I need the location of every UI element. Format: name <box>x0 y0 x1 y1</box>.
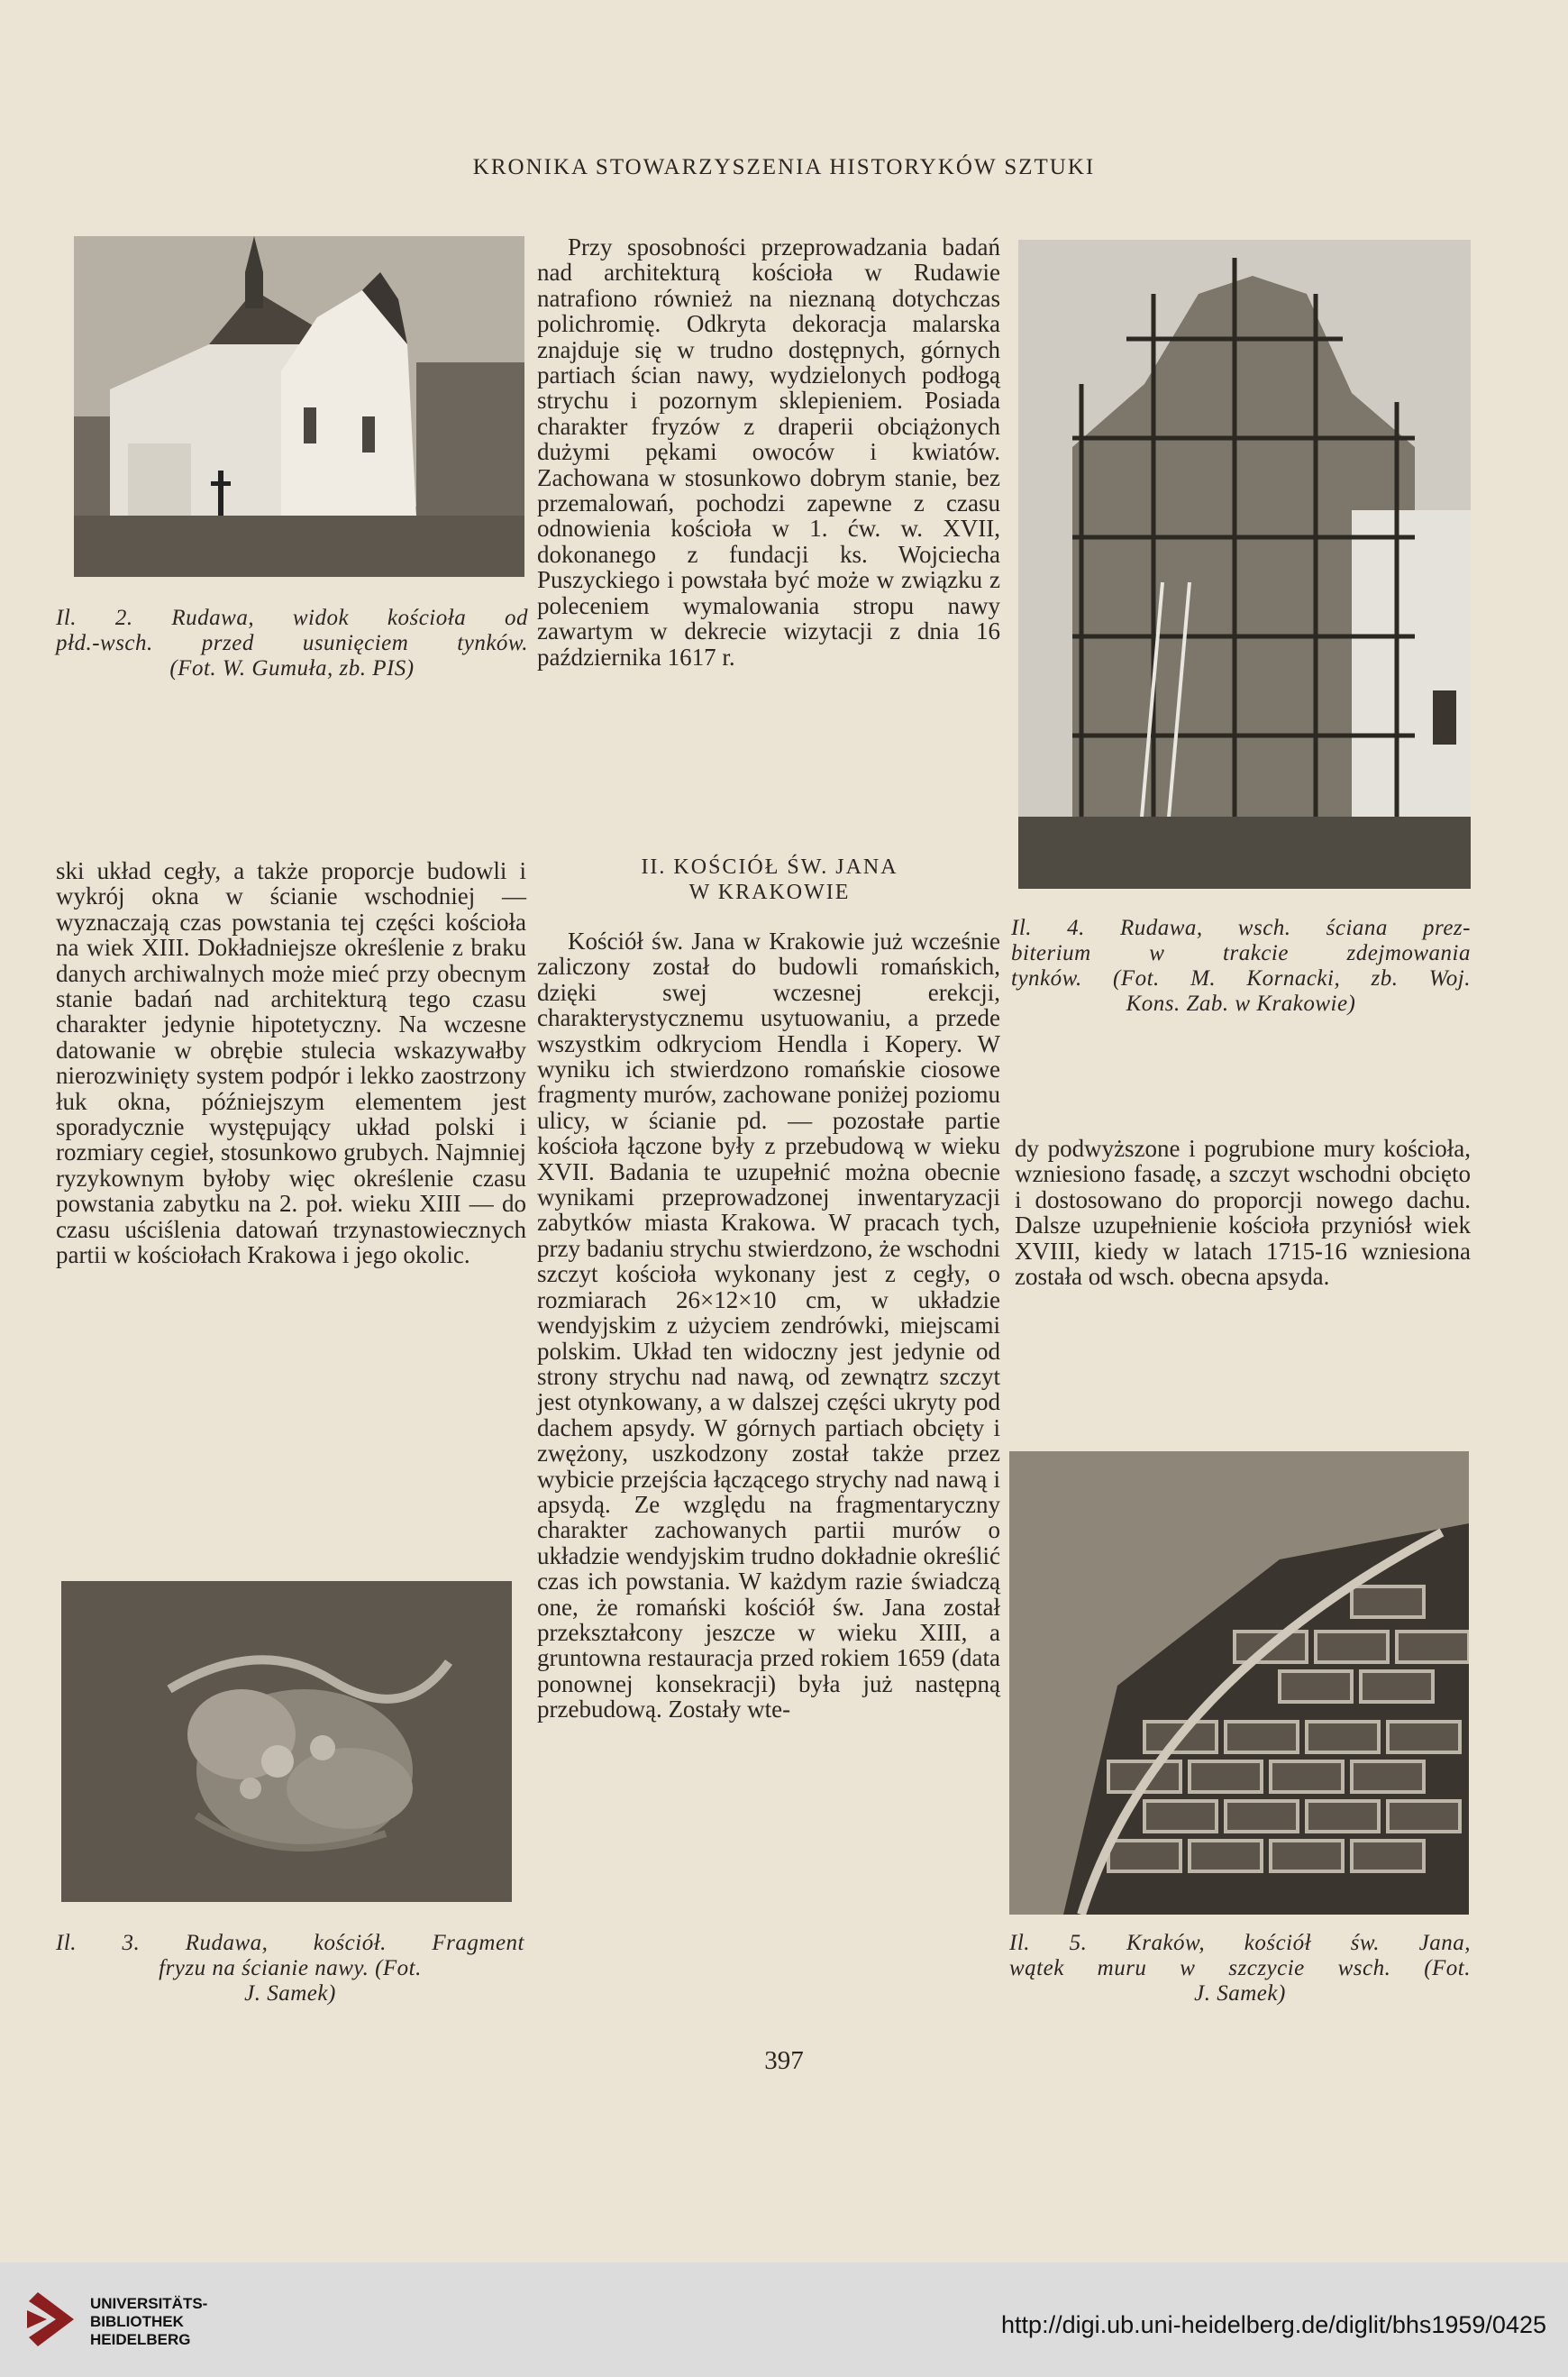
left-column-text <box>56 858 526 1268</box>
caption-fig5 <box>1009 1931 1471 2007</box>
section-heading-line1: II. KOŚCIÓŁ ŚW. JANA <box>641 855 898 879</box>
right-column-text <box>1015 1136 1471 1289</box>
photo-brick-wall <box>1009 1451 1469 1915</box>
caption-fig4-line2: biterium w trakcie zdejmowania <box>1011 941 1471 965</box>
section-heading <box>541 855 998 905</box>
section-heading-line2: W KRAKOWIE <box>688 881 851 904</box>
caption-fig4-line4: Kons. Zab. w Krakowie) <box>1126 992 1356 1016</box>
caption-fig5-line2: wątek muru w szczycie wsch. (Fot. <box>1009 1956 1471 1980</box>
caption-fig2-line3: (Fot. W. Gumuła, zb. PIS) <box>169 656 415 681</box>
caption-fig4-line3: tynków. (Fot. M. Kornacki, zb. Woj. <box>1011 966 1471 991</box>
page-number: 397 <box>764 2046 804 2075</box>
running-head: KRONIKA STOWARZYSZENIA HISTORYKÓW SZTUKI <box>472 155 1096 179</box>
caption-fig2 <box>56 606 528 681</box>
photo-scaffolding-wall <box>1018 240 1471 889</box>
middle-column-bottom-text <box>537 928 1000 1723</box>
caption-fig4-line1: Il. 4. Rudawa, wsch. ściana prez- <box>1011 916 1471 940</box>
caption-fig5-line1: Il. 5. Kraków, kościół św. Jana, <box>1009 1931 1471 1955</box>
middle-bottom-paragraph: Kościół św. Jana w Krakowie już wcześnie zaliczony został do budowli romańskich, dzięki swej wczesnej erekcji, charakterystycznemu usytuowaniu, a przede wszystkim odkryciom Hendla i Kopery. W wyniku ich stwierdzono romańskie ciosowe fragmenty murów, zachowane poniżej poziomu ulicy, w ścianie pd. — pozostałe partie kościoła łączone były z przebudową w wieku XVII. Badania te uzupełnić można obecnie wynikami przeprowadzonej inwentaryzacji zabytków miasta Krakowa. W pracach tych, przy badaniu strychu stwierdzono, że wschodni szczyt kościoła wykonany jest z cegły, o rozmiarach 26×12×10 cm, w układzie wendyjskim z użyciem zendrówki, miejscami polskim. Układ ten widoczny jest jedynie od strony strychu nad nawą, od zewnątrz szczyt jest otynkowany, a w dalszej części ukryty pod dachem apsydy. W górnych partiach obcięty i zwężony, uszkodzony został także przez wybicie przejścia łączącego strychy nad nawą i apsydą. Ze względu na fragmentaryczny charakter zachowanych partii murów o układzie wendyjskim trudno dokładnie określić czas ich powstania. W każdym razie świadczą one, że romański kościół św. Jana został przekształcony jeszcze w wieku XIII, a gruntowna restauracja przed rokiem 1659 (data ponownej konsekracji) była już następną przebudową. Zostały wte- <box>537 928 1000 1723</box>
caption-fig3 <box>56 1931 524 2007</box>
middle-column-top-text <box>537 234 1000 670</box>
caption-fig4 <box>1011 916 1471 1017</box>
photo-fresco-fragment <box>61 1581 512 1902</box>
library-name-line1: UNIVERSITÄTS- <box>90 2295 208 2312</box>
library-name <box>90 2295 207 2349</box>
library-name-line2: BIBLIOTHEK <box>90 2313 184 2330</box>
source-url-link[interactable]: http://digi.ub.uni-heidelberg.de/diglit/bhs1959/0425 <box>1001 2311 1546 2338</box>
caption-fig3-line3: J. Samek) <box>244 1981 336 2006</box>
caption-fig3-line2: fryzu na ścianie nawy. (Fot. <box>159 1956 422 1980</box>
caption-fig2-line2: płd.-wsch. przed usunięciem tynków. <box>56 631 528 655</box>
photo-church-view <box>74 236 524 577</box>
caption-fig2-line1: Il. 2. Rudawa, widok kościoła od <box>56 606 528 630</box>
caption-fig3-line1: Il. 3. Rudawa, kościół. Fragment <box>56 1931 524 1955</box>
middle-top-paragraph: Przy sposobności przeprowadzania badań nad architekturą kościoła w Rudawie natrafiono również na nieznaną dotychczas polichromię. Odkryta dekoracja malarska znajduje się w trudno dostępnych, górnych partiach ścian nawy, wydzielonych podłogą strychu i pozornym sklepieniem. Posiada charakter fryzów z draperii obciążonych dużymi pękami owoców i kwiatów. Zachowana w stosunkowo dobrym stanie, bez przemalowań, pochodzi zapewne z czasu odnowienia kościoła w 1. ćw. w. XVII, dokonanego z fundacji ks. Wojciecha Puszyckiego i powstała być może w związku z poleceniem wymalowania stropu nawy zawartym w dekrecie wizytacji z dnia 16 października 1617 r. <box>537 233 1000 671</box>
left-column-paragraph: ski układ cegły, a także proporcje budowli i wykrój okna w ścianie wschodniej — wyznaczają czas powstania tej części kościoła na wiek XIII. Dokładniejsze określenie z braku danych archiwalnych może mieć przy obecnym stanie badań nad architekturą tego czasu charakter jedynie hipotetyczny. Na wczesne datowanie w obrębie stulecia wskazywałby nierozwinięty system podpór i lekko zaostrzony łuk okna, późniejszym elementem jest sporadycznie występujący układ polski i rozmiary cegieł, stosunkowo grubych. Najmniej ryzykownym byłoby więc określenie czasu powstania zabytku na 2. poł. wieku XIII — do czasu uściślenia datowań trzynastowiecznych partii w kościołach Krakowa i jego okolic. <box>56 857 526 1269</box>
caption-fig5-line3: J. Samek) <box>1194 1981 1286 2006</box>
right-column-paragraph: dy podwyższone i pogrubione mury kościoła, wzniesiono fasadę, a szczyt wschodni obcięto i dostosowano do proporcji nowego dachu. Dalsze uzupełnienie kościoła przyniósł wiek XVIII, kiedy w latach 1715-16 wzniesiona została od wsch. obecna apsyda. <box>1015 1135 1471 1291</box>
library-name-line3: HEIDELBERG <box>90 2331 191 2348</box>
